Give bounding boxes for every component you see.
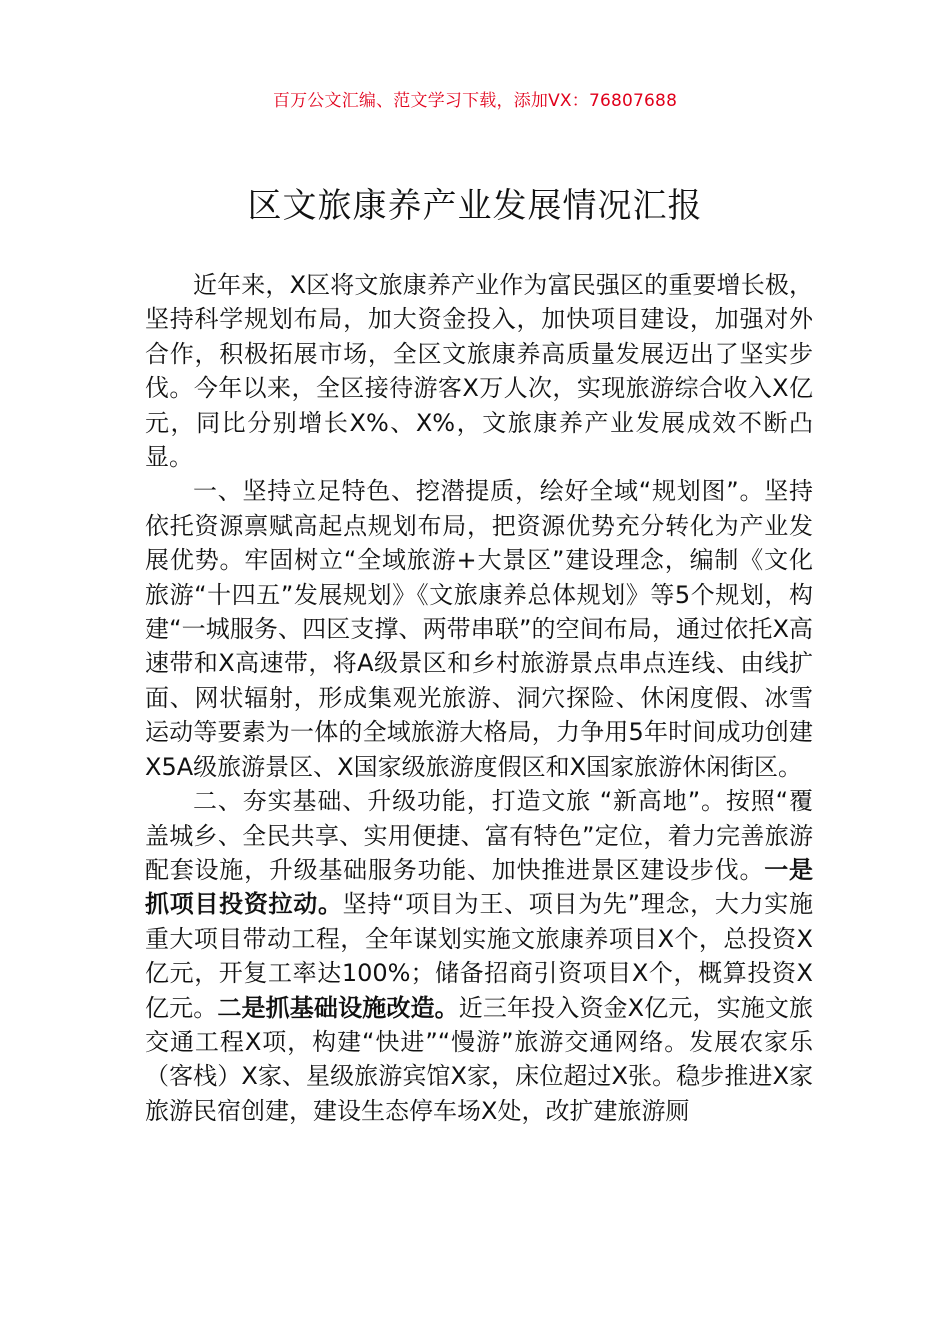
paragraph-text: 一、坚持立足特色、挖潜提质，绘好全域“规划图”。坚持依托资源禀赋高起点规划布局，把资源优势充分转化为产业发展优势。牢固树立“全域旅游+大景区”建设理念，编制《文化旅游“十四五”发展规划》《文旅康养总体规划》等5个规划，构建“一城服务、四区支撑、两带串联”的空间布局，通过依托X高速带和X高速带，将A级景区和乡村旅游景点串点连线、由线扩面、网状辐射，形成集观光旅游、洞穴探险、休闲度假、冰雪运动等要素为一体的全域旅游大格局，力争用5年时间成功创建X5A级旅游景区、X国家级旅游度假区和X国家旅游休闲街区。: [145, 477, 813, 781]
paragraph-text: 近年来，X区将文旅康养产业作为富民强区的重要增长极，坚持科学规划布局，加大资金投入，加快项目建设，加强对外合作，积极拓展市场，全区文旅康养高质量发展迈出了坚实步伐。今年以来，全区接待游客X万人次，实现旅游综合收入X亿元，同比分别增长X%、X%，文旅康养产业发展成效不断凸显。: [145, 271, 813, 472]
document-body: [145, 268, 813, 1128]
bold-subheading-infrastructure: 二是抓基础设施改造。: [217, 993, 459, 1022]
paragraph-text: 坚持“项目为王、项目为先”理念，大力实施重大项目带动工程，全年谋划实施文旅康养项目X个，总投资X亿元，开复工率达100%；储备招商引资项目X个，概算投资X亿元。: [145, 890, 813, 1022]
paragraph-text: 近三年投入资金X亿元，实施文旅交通工程X项，构建“快进”“慢游”旅游交通网络。发展农家乐（客栈）X家、星级旅游宾馆X家，床位超过X张。稳步推进X家旅游民宿创建，建设生态停车场X处，改扩建旅游厕: [145, 993, 814, 1125]
document-title: 区文旅康养产业发展情况汇报: [247, 186, 703, 226]
paragraph-text: 二、夯实基础、升级功能，打造文旅 “新高地”。按照“覆盖城乡、全民共享、实用便捷、富有特色”定位，着力完善旅游配套设施，升级基础服务功能、加快推进景区建设步伐。: [145, 787, 813, 884]
header-watermark-note: 百万公文汇编、范文学习下载，添加VX：76807688: [272, 91, 678, 111]
bold-subheading-project-investment: 一是抓项目投资拉动。: [145, 855, 814, 919]
paragraph-section-two: [145, 784, 813, 1128]
paragraph-intro: [145, 268, 813, 474]
paragraph-section-one: [145, 474, 813, 784]
